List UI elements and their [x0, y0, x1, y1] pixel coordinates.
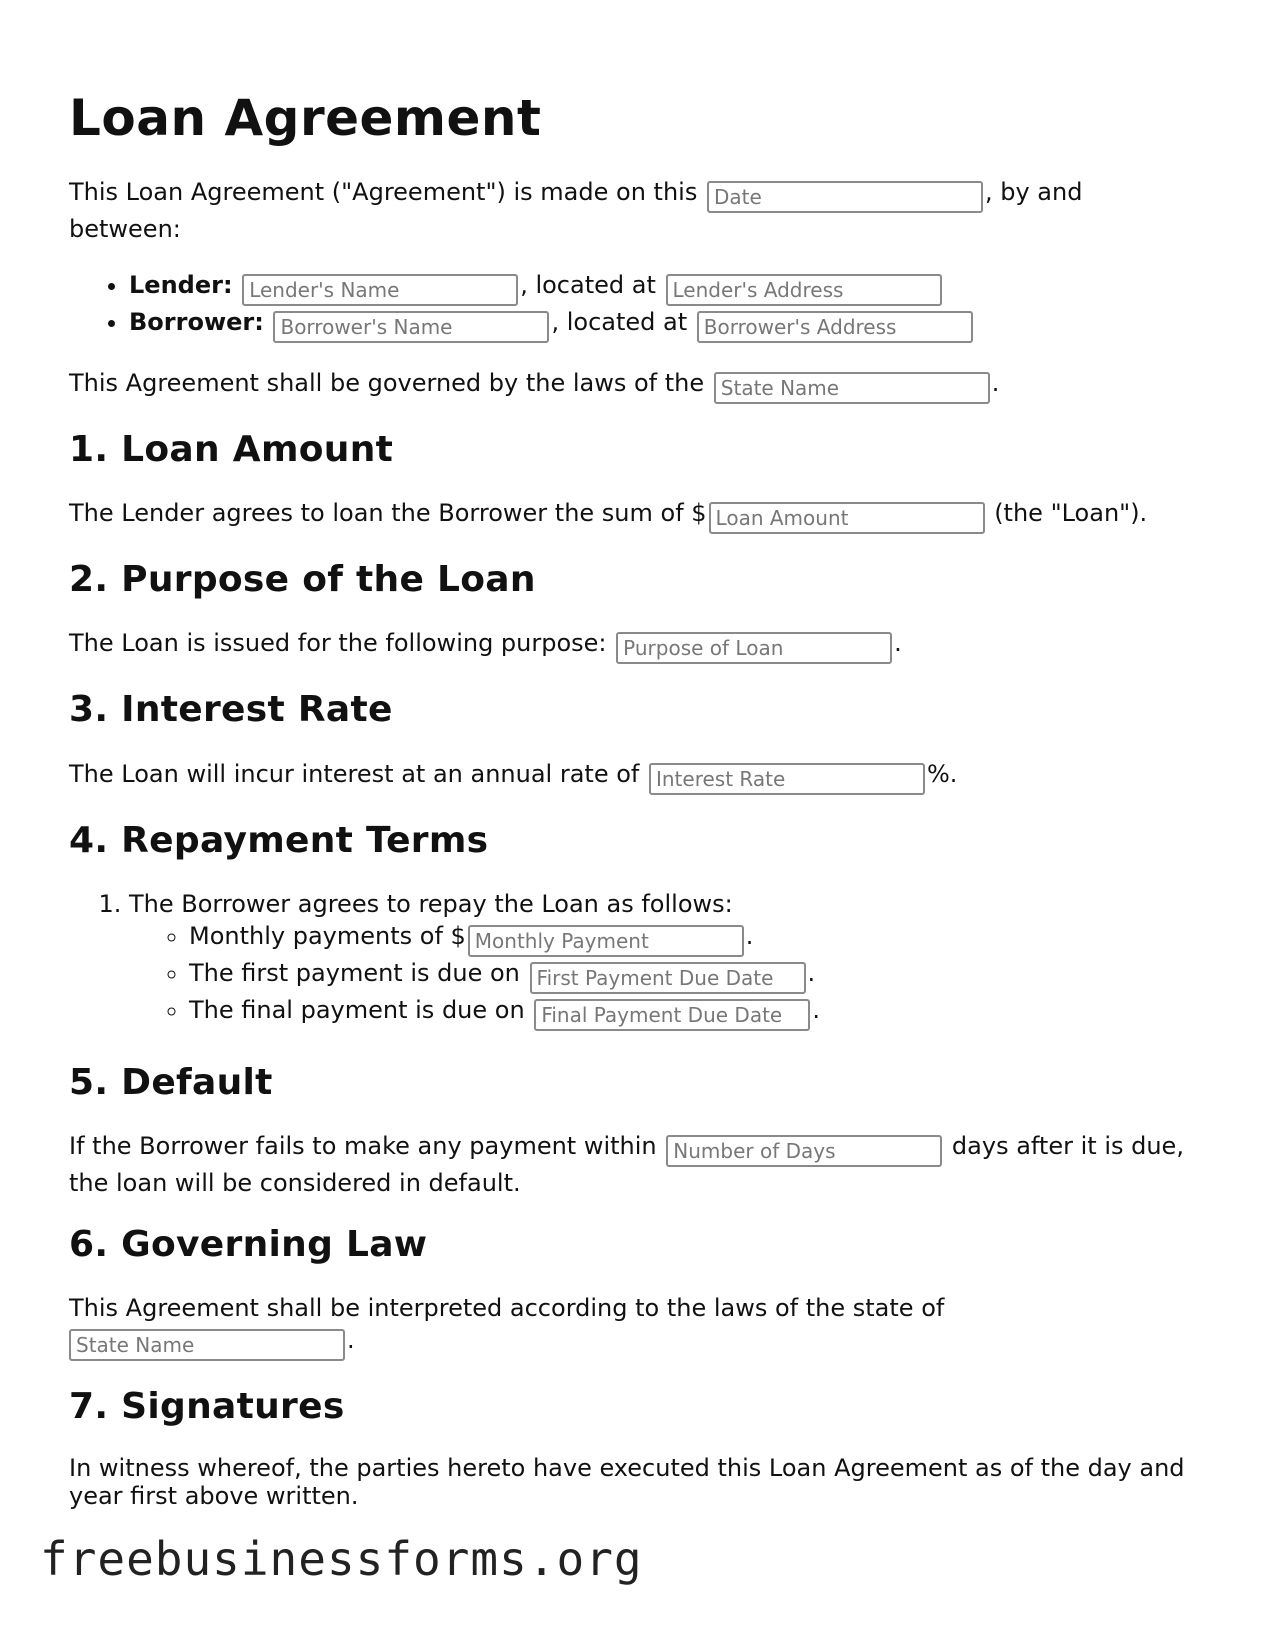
intro-text-after: , by and between:: [69, 178, 1083, 243]
interest-text-before: The Loan will incur interest at an annual rate of: [69, 759, 640, 788]
document: [69, 78, 1199, 1534]
section-1-heading: 1. Loan Amount: [69, 429, 394, 470]
final-payment-period: .: [812, 995, 820, 1024]
governed-text-before: This Agreement shall be governed by the laws of the: [69, 369, 705, 397]
monthly-payment-input[interactable]: [468, 925, 744, 957]
interest-rate-input[interactable]: [649, 763, 925, 795]
purpose-text-before: The Loan is issued for the following purpose:: [69, 629, 607, 658]
section-7-heading: 7. Signatures: [69, 1386, 345, 1428]
default-days-input[interactable]: [666, 1135, 942, 1167]
interest-text-after: %.: [926, 759, 958, 788]
lender-item: [129, 269, 1199, 306]
section-6-paragraph: [69, 1292, 1199, 1361]
repayment-item-text: The Borrower agrees to repay the Loan as follows:: [129, 889, 733, 918]
lender-name-input[interactable]: [242, 274, 518, 306]
borrower-address-input[interactable]: [697, 311, 973, 343]
default-text-before: If the Borrower fails to make any payment within: [69, 1131, 657, 1160]
first-payment-input[interactable]: [530, 962, 806, 994]
lender-located-at: , located at: [520, 271, 656, 299]
borrower-label: Borrower:: [129, 308, 264, 336]
date-input[interactable]: [707, 181, 983, 213]
monthly-period: .: [745, 921, 754, 950]
borrower-name-input[interactable]: [273, 311, 549, 343]
governed-state-input[interactable]: [714, 372, 990, 404]
governed-paragraph: [69, 367, 1199, 404]
governing-state-input[interactable]: [69, 1329, 345, 1361]
default-text-after: days after it is due, the loan will be considered in default.: [69, 1131, 1184, 1197]
repayment-sublist: [129, 920, 1199, 1031]
loan-amount-text-before: The Lender agrees to loan the Borrower the sum of $: [69, 499, 707, 528]
monthly-payment-item: [189, 920, 1199, 957]
governing-text-before: This Agreement shall be interpreted according to the laws of the state of: [69, 1294, 945, 1323]
section-1-paragraph: [69, 497, 1199, 534]
first-payment-item: [189, 957, 1199, 994]
section-3-heading: 3. Interest Rate: [69, 689, 393, 731]
borrower-located-at: , located at: [551, 308, 688, 336]
final-payment-input[interactable]: [534, 999, 810, 1031]
repayment-item: [129, 888, 1199, 1031]
lender-label: Lender:: [129, 271, 233, 299]
final-payment-item: [189, 994, 1199, 1031]
governing-text-after: .: [347, 1326, 355, 1355]
purpose-input[interactable]: [616, 632, 892, 664]
monthly-text: Monthly payments of $: [189, 921, 466, 950]
borrower-item: [129, 306, 1199, 343]
intro-paragraph: [69, 176, 1199, 245]
first-payment-period: .: [807, 958, 816, 987]
loan-amount-text-after: (the "Loan").: [994, 499, 1148, 528]
final-payment-text: The final payment is due on: [189, 995, 525, 1024]
lender-address-input[interactable]: [666, 274, 942, 306]
section-6-heading: 6. Governing Law: [69, 1223, 428, 1265]
watermark: freebusinessforms.org: [40, 1532, 643, 1586]
section-2-paragraph: [69, 627, 1199, 664]
section-3-paragraph: [69, 758, 1199, 795]
loan-amount-input[interactable]: [709, 502, 985, 534]
section-7-paragraph: In witness whereof, the parties hereto have executed this Loan Agreement as of the day and year first above written.: [69, 1454, 1185, 1511]
repayment-list: [69, 888, 1199, 1031]
parties-list: [69, 269, 1199, 343]
section-5-heading: 5. Default: [69, 1061, 273, 1103]
first-payment-text: The first payment is due on: [189, 958, 520, 987]
section-2-heading: 2. Purpose of the Loan: [69, 559, 536, 601]
document-title: Loan Agreement: [69, 89, 542, 147]
intro-text-before: This Loan Agreement ("Agreement") is made on this: [69, 178, 698, 206]
purpose-text-after: .: [894, 629, 902, 658]
section-4-heading: 4. Repayment Terms: [69, 819, 489, 861]
section-5-paragraph: [69, 1130, 1199, 1199]
governed-text-after: .: [991, 369, 1000, 397]
